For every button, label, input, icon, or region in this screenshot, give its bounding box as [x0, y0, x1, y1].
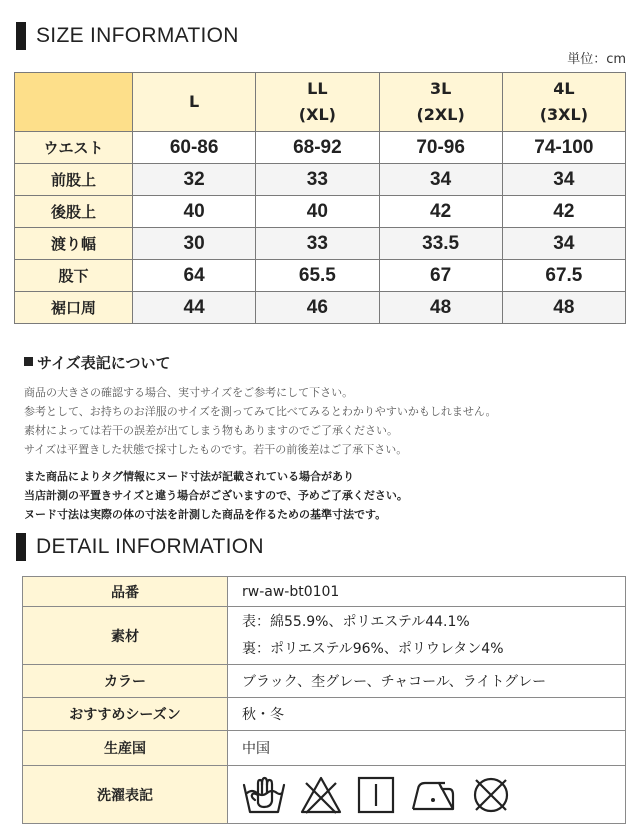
size-information-title: SIZE INFORMATION	[36, 24, 239, 47]
notice-line: また商品によりタグ情報にヌード寸法が記載されている場合があり	[24, 470, 354, 483]
color-value: ブラック、杢グレー、チャコール、ライトグレー	[228, 665, 626, 698]
row-label: 股下	[15, 260, 133, 292]
table-row	[23, 577, 626, 607]
table-row	[23, 698, 626, 731]
detail-information-heading	[16, 533, 264, 561]
cell-value: 68-92	[256, 132, 379, 164]
care-value	[228, 766, 626, 824]
material-outer: 表：綿55.9%、ポリエステル44.1%	[242, 613, 470, 630]
cell-value: 64	[133, 260, 256, 292]
product-no-value: rw-aw-bt0101	[228, 577, 626, 607]
note-line: 商品の大きさの確認する場合、実寸サイズをご参考にして下さい。	[24, 386, 354, 399]
square-bullet-icon	[24, 357, 33, 366]
size-notes-heading: サイズ表記について	[24, 352, 624, 373]
notice-line: 当店計測の平置きサイズと違う場合がございますので、予めご了承ください。	[24, 489, 408, 502]
row-label: 渡り幅	[15, 228, 133, 260]
size-information-heading	[16, 22, 239, 50]
color-label: カラー	[23, 665, 228, 698]
cell-value: 60-86	[133, 132, 256, 164]
cell-value: 42	[502, 196, 625, 228]
cell-value: 46	[256, 292, 379, 324]
size-header-corner	[15, 73, 133, 132]
cell-value: 67	[379, 260, 502, 292]
table-row	[15, 292, 626, 324]
care-label: 洗濯表記	[23, 766, 228, 824]
cell-value: 67.5	[502, 260, 625, 292]
cell-value: 34	[502, 164, 625, 196]
size-col-ll: LL (XL)	[256, 73, 379, 132]
table-row	[23, 665, 626, 698]
cell-value: 30	[133, 228, 256, 260]
table-row	[15, 132, 626, 164]
row-label: 裾口周	[15, 292, 133, 324]
no-bleach-icon	[299, 775, 343, 815]
size-col-l: L	[133, 73, 256, 132]
cell-value: 40	[256, 196, 379, 228]
note-line: 参考として、お持ちのお洋服のサイズを測ってみて比べてみるとわかりやすいかもしれません。	[24, 405, 497, 418]
material-inner: 裏：ポリエステル96%、ポリウレタン4%	[242, 640, 504, 657]
season-label: おすすめシーズン	[23, 698, 228, 731]
cell-value: 34	[502, 228, 625, 260]
table-row	[15, 260, 626, 292]
heading-bar	[16, 533, 26, 561]
table-row	[15, 164, 626, 196]
size-col-3l: 3L (2XL)	[379, 73, 502, 132]
cell-value: 42	[379, 196, 502, 228]
table-row	[23, 607, 626, 665]
size-col-4l: 4L (3XL)	[502, 73, 625, 132]
cell-value: 34	[379, 164, 502, 196]
row-label: ウエスト	[15, 132, 133, 164]
notice-line: ヌード寸法は実際の体の寸法を計測した商品を作るための基準寸法です。	[24, 508, 387, 521]
origin-label: 生産国	[23, 731, 228, 766]
detail-information-title: DETAIL INFORMATION	[36, 535, 264, 558]
cell-value: 74-100	[502, 132, 625, 164]
size-notes	[24, 352, 624, 524]
care-symbols	[242, 775, 624, 815]
cell-value: 48	[502, 292, 625, 324]
table-row	[23, 766, 626, 824]
material-label: 素材	[23, 607, 228, 665]
cell-value: 48	[379, 292, 502, 324]
cell-value: 33.5	[379, 228, 502, 260]
cell-value: 44	[133, 292, 256, 324]
material-value	[228, 607, 626, 665]
cell-value: 32	[133, 164, 256, 196]
size-table	[14, 72, 626, 324]
line-dry-icon	[356, 775, 396, 815]
table-row	[15, 196, 626, 228]
origin-value: 中国	[228, 731, 626, 766]
note-line: 素材によっては若干の誤差が出てしまう物もありますのでご了承ください。	[24, 424, 398, 437]
nude-size-notice	[24, 467, 624, 524]
unit-label: 単位：cm	[567, 52, 626, 67]
row-label: 前股上	[15, 164, 133, 196]
cell-value: 40	[133, 196, 256, 228]
note-line: サイズは平置きした状態で採寸したものです。若干の前後差はご了承下さい。	[24, 443, 408, 456]
cell-value: 33	[256, 228, 379, 260]
no-dry-clean-icon	[470, 775, 512, 815]
product-no-label: 品番	[23, 577, 228, 607]
detail-table	[22, 576, 626, 824]
season-value: 秋・冬	[228, 698, 626, 731]
cell-value: 65.5	[256, 260, 379, 292]
cell-value: 33	[256, 164, 379, 196]
iron-low-icon	[409, 775, 457, 815]
cell-value: 70-96	[379, 132, 502, 164]
heading-bar	[16, 22, 26, 50]
hand-wash-icon	[242, 775, 286, 815]
table-row	[23, 731, 626, 766]
table-row	[15, 228, 626, 260]
row-label: 後股上	[15, 196, 133, 228]
size-header-row	[15, 73, 626, 132]
